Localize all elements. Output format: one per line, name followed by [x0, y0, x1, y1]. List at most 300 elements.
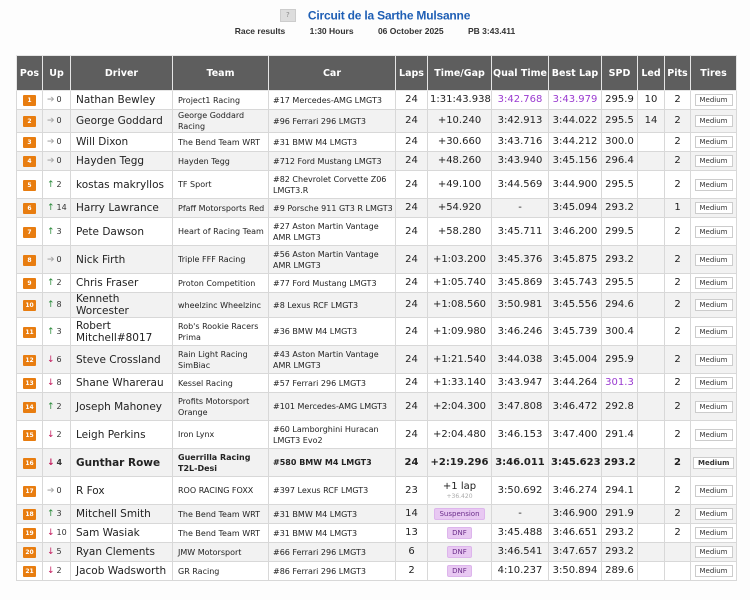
- result-row[interactable]: [17, 110, 737, 133]
- car-name: #57 Ferrari 296 LMGT3: [269, 374, 396, 393]
- tires-cell: [691, 171, 737, 199]
- driver-name[interactable]: R Fox: [71, 477, 173, 505]
- result-row[interactable]: [17, 318, 737, 346]
- positions-changed: 3: [56, 226, 62, 236]
- tires-cell: [691, 477, 737, 505]
- gap-value: +2:19.296: [430, 456, 489, 468]
- result-row[interactable]: [17, 293, 737, 318]
- pos-cell: [17, 171, 43, 199]
- laps-led: [638, 218, 665, 246]
- qual-time: 3:43.716: [492, 133, 549, 152]
- driver-name[interactable]: Chris Fraser: [71, 274, 173, 293]
- tires-cell: [691, 421, 737, 449]
- pit-stops: 2: [665, 152, 691, 171]
- result-row[interactable]: [17, 246, 737, 274]
- positions-changed: 8: [56, 300, 62, 309]
- gap-value: +1 lap: [442, 480, 477, 492]
- qual-time: -: [492, 505, 549, 524]
- laps-value: 24: [396, 171, 428, 199]
- column-header-laps[interactable]: Laps: [396, 56, 428, 91]
- gap-value: +54.920: [437, 202, 482, 213]
- team-name: wheelzinc Wheelzinc: [173, 293, 269, 318]
- gap-value: +2:04.480: [432, 428, 487, 440]
- pos-cell: [17, 274, 43, 293]
- team-name: The Bend Team WRT: [173, 524, 269, 543]
- speed-value: 292.8: [602, 393, 638, 421]
- pos-cell: [17, 449, 43, 477]
- driver-name[interactable]: Nick Firth: [71, 246, 173, 274]
- tire-badge[interactable]: Medium: [695, 115, 733, 127]
- best-lap: 3:43.979: [549, 91, 602, 110]
- laps-value: 24: [396, 421, 428, 449]
- position-badge: 2: [23, 116, 36, 127]
- column-header-tires[interactable]: Tires: [691, 56, 737, 91]
- best-lap: 3:46.472: [549, 393, 602, 421]
- positions-changed: 0: [56, 137, 62, 146]
- positions-changed: 0: [56, 254, 62, 264]
- qual-time: 3:46.541: [492, 543, 549, 562]
- result-row[interactable]: [17, 346, 737, 374]
- pit-stops: 2: [665, 171, 691, 199]
- tires-cell: [691, 133, 737, 152]
- laps-value: 24: [396, 199, 428, 218]
- time-gap-cell: [428, 562, 492, 581]
- time-gap-cell: [428, 293, 492, 318]
- speed-value: 294.1: [602, 477, 638, 505]
- qual-time: 3:46.011: [492, 449, 549, 477]
- qual-time: 3:46.246: [492, 318, 549, 346]
- column-header-qual-time[interactable]: Qual Time: [492, 56, 549, 91]
- arrow-down-icon: ↓: [47, 547, 55, 557]
- arrow-down-icon: ↓: [47, 354, 55, 365]
- pos-cell: [17, 199, 43, 218]
- driver-name[interactable]: Pete Dawson: [71, 218, 173, 246]
- column-header-led[interactable]: Led: [638, 56, 665, 91]
- laps-led: 14: [638, 110, 665, 133]
- tire-badge[interactable]: Medium: [695, 485, 733, 497]
- tire-badge[interactable]: Medium: [695, 377, 733, 389]
- positions-changed: 0: [56, 485, 62, 495]
- laps-value: 24: [396, 133, 428, 152]
- up-cell: [43, 199, 71, 218]
- tire-badge[interactable]: Medium: [695, 155, 733, 167]
- up-cell: [43, 393, 71, 421]
- up-cell: [43, 562, 71, 581]
- qual-time: 4:10.237: [492, 562, 549, 581]
- result-row[interactable]: [17, 274, 737, 293]
- time-gap-cell: [428, 374, 492, 393]
- car-name: #8 Lexus RCF LMGT3: [269, 293, 396, 318]
- gap-value: +1:09.980: [432, 325, 487, 337]
- pit-stops: 2: [665, 477, 691, 505]
- laps-value: 24: [396, 152, 428, 171]
- time-gap-cell: [428, 110, 492, 133]
- qual-time: 3:42.913: [492, 110, 549, 133]
- arrow-up-icon: ↑: [47, 179, 55, 190]
- result-row[interactable]: [17, 133, 737, 152]
- result-row[interactable]: [17, 524, 737, 543]
- pos-cell: [17, 374, 43, 393]
- tires-cell: [691, 346, 737, 374]
- laps-value: 24: [396, 274, 428, 293]
- pit-stops: 2: [665, 374, 691, 393]
- result-row[interactable]: [17, 199, 737, 218]
- speed-value: 294.6: [602, 293, 638, 318]
- tire-badge[interactable]: Medium: [695, 299, 733, 311]
- tires-cell: [691, 505, 737, 524]
- time-gap-cell: [428, 346, 492, 374]
- result-row[interactable]: [17, 393, 737, 421]
- column-header-spd[interactable]: SPD: [602, 56, 638, 91]
- qual-time: 3:50.981: [492, 293, 549, 318]
- best-lap: 3:47.400: [549, 421, 602, 449]
- laps-value: 24: [396, 393, 428, 421]
- team-name: JMW Motorsport: [173, 543, 269, 562]
- status-badge: DNF: [447, 527, 472, 539]
- position-badge: 21: [23, 566, 36, 577]
- tires-cell: [691, 374, 737, 393]
- laps-led: [638, 318, 665, 346]
- laps-led: [638, 152, 665, 171]
- laps-led: [638, 421, 665, 449]
- position-badge: 15: [23, 430, 36, 441]
- tire-badge[interactable]: Medium: [695, 277, 733, 289]
- qual-time: 3:44.038: [492, 346, 549, 374]
- up-cell: [43, 421, 71, 449]
- driver-name[interactable]: Shane Wharerau: [71, 374, 173, 393]
- positions-changed: 2: [56, 401, 62, 411]
- team-name: ROO RACING FOXX: [173, 477, 269, 505]
- car-name: #43 Aston Martin Vantage AMR LMGT3: [269, 346, 396, 374]
- column-header-driver[interactable]: Driver: [71, 56, 173, 91]
- laps-value: 23: [396, 477, 428, 505]
- driver-name[interactable]: Gunthar Rowe: [71, 449, 173, 477]
- driver-name[interactable]: Steve Crossland: [71, 346, 173, 374]
- position-badge: 18: [23, 509, 36, 520]
- positions-changed: 10: [56, 528, 67, 537]
- positions-changed: 0: [56, 95, 62, 104]
- laps-value: 24: [396, 246, 428, 274]
- laps-led: [638, 374, 665, 393]
- up-cell: [43, 110, 71, 133]
- gap-value: +1:33.140: [432, 377, 487, 388]
- position-badge: 12: [23, 355, 36, 366]
- qual-time: 3:44.569: [492, 171, 549, 199]
- qual-time: 3:45.711: [492, 218, 549, 246]
- team-name: Hayden Tegg: [173, 152, 269, 171]
- car-name: #36 BMW M4 LMGT3: [269, 318, 396, 346]
- best-lap: 3:47.657: [549, 543, 602, 562]
- position-badge: 16: [23, 458, 36, 469]
- qual-time: 3:50.692: [492, 477, 549, 505]
- driver-name[interactable]: Will Dixon: [71, 133, 173, 152]
- tire-badge[interactable]: Medium: [695, 546, 733, 558]
- result-row[interactable]: [17, 562, 737, 581]
- car-name: #86 Ferrari 296 LMGT3: [269, 562, 396, 581]
- pos-cell: [17, 543, 43, 562]
- laps-led: [638, 477, 665, 505]
- column-header-team[interactable]: Team: [173, 56, 269, 91]
- arrow-right-icon: ➔: [47, 485, 55, 496]
- up-cell: [43, 477, 71, 505]
- driver-name[interactable]: Ryan Clements: [71, 543, 173, 562]
- best-lap: 3:45.743: [549, 274, 602, 293]
- driver-name[interactable]: Nathan Bewley: [71, 91, 173, 110]
- speed-value: 295.9: [602, 346, 638, 374]
- tires-cell: [691, 152, 737, 171]
- up-cell: [43, 374, 71, 393]
- position-badge: 13: [23, 378, 36, 389]
- tire-badge[interactable]: Medium: [695, 429, 733, 441]
- pit-stops: 1: [665, 199, 691, 218]
- laps-value: 6: [396, 543, 428, 562]
- driver-name[interactable]: Harry Lawrance: [71, 199, 173, 218]
- arrow-down-icon: ↓: [47, 429, 55, 440]
- position-badge: 1: [23, 95, 36, 106]
- qual-time: 3:45.376: [492, 246, 549, 274]
- result-row[interactable]: [17, 477, 737, 505]
- car-name: #31 BMW M4 LMGT3: [269, 505, 396, 524]
- arrow-up-icon: ↑: [47, 401, 55, 412]
- arrow-up-icon: ↑: [47, 226, 55, 237]
- time-gap-cell: [428, 543, 492, 562]
- tire-badge[interactable]: Medium: [695, 565, 733, 577]
- position-badge: 20: [23, 547, 36, 558]
- up-cell: [43, 218, 71, 246]
- speed-value: 291.9: [602, 505, 638, 524]
- laps-led: 10: [638, 91, 665, 110]
- pos-cell: [17, 110, 43, 133]
- speed-value: 291.4: [602, 421, 638, 449]
- tire-badge[interactable]: Medium: [695, 354, 733, 366]
- best-lap: 3:44.900: [549, 171, 602, 199]
- laps-value: 24: [396, 346, 428, 374]
- position-badge: 5: [23, 180, 36, 191]
- tire-badge[interactable]: Medium: [695, 508, 733, 520]
- laps-value: 24: [396, 91, 428, 110]
- time-gap-cell: [428, 421, 492, 449]
- gap-sub-value: +36.420: [446, 492, 473, 500]
- speed-value: 293.2: [602, 543, 638, 562]
- best-lap: 3:45.623: [549, 449, 602, 477]
- position-badge: 3: [23, 137, 36, 148]
- up-cell: [43, 505, 71, 524]
- pit-stops: 2: [665, 133, 691, 152]
- pos-cell: [17, 318, 43, 346]
- arrow-down-icon: ↓: [47, 566, 55, 576]
- laps-led: [638, 393, 665, 421]
- pos-cell: [17, 246, 43, 274]
- position-badge: 8: [23, 255, 36, 266]
- up-cell: [43, 346, 71, 374]
- driver-name[interactable]: Jacob Wadsworth: [71, 562, 173, 581]
- pit-stops: 2: [665, 91, 691, 110]
- qual-time: 3:46.153: [492, 421, 549, 449]
- driver-name[interactable]: Joseph Mahoney: [71, 393, 173, 421]
- laps-led: [638, 171, 665, 199]
- tire-badge[interactable]: Medium: [695, 136, 733, 148]
- qual-time: 3:45.869: [492, 274, 549, 293]
- tire-badge[interactable]: Medium: [695, 226, 733, 238]
- pit-stops: 2: [665, 505, 691, 524]
- team-name: Proton Competition: [173, 274, 269, 293]
- result-row[interactable]: [17, 91, 737, 110]
- result-row[interactable]: [17, 152, 737, 171]
- position-badge: 19: [23, 528, 36, 539]
- pos-cell: [17, 562, 43, 581]
- time-gap-cell: [428, 449, 492, 477]
- driver-name[interactable]: Robert Mitchell#8017: [71, 318, 173, 346]
- race-meta: [0, 26, 750, 36]
- gap-value: +49.100: [437, 178, 482, 190]
- time-gap-cell: [428, 133, 492, 152]
- laps-value: 14: [396, 505, 428, 524]
- pos-cell: [17, 505, 43, 524]
- car-name: #82 Chevrolet Corvette Z06 LMGT3.R: [269, 171, 396, 199]
- laps-led: [638, 505, 665, 524]
- tire-badge[interactable]: Medium: [695, 326, 733, 338]
- gap-value: +2:04.300: [432, 400, 487, 412]
- arrow-right-icon: ➔: [47, 156, 55, 166]
- positions-changed: 2: [56, 278, 62, 287]
- speed-value: 295.9: [602, 91, 638, 110]
- tire-badge[interactable]: Medium: [695, 179, 733, 191]
- tire-badge[interactable]: Medium: [695, 254, 733, 266]
- up-cell: [43, 91, 71, 110]
- arrow-down-icon: ↓: [47, 378, 55, 388]
- positions-changed: 3: [56, 326, 62, 336]
- driver-name[interactable]: Leigh Perkins: [71, 421, 173, 449]
- driver-name[interactable]: Hayden Tegg: [71, 152, 173, 171]
- speed-value: 295.5: [602, 274, 638, 293]
- pos-cell: [17, 524, 43, 543]
- best-lap: 3:44.212: [549, 133, 602, 152]
- laps-led: [638, 133, 665, 152]
- laps-led: [638, 524, 665, 543]
- laps-led: [638, 246, 665, 274]
- pit-stops: 2: [665, 393, 691, 421]
- result-row[interactable]: [17, 421, 737, 449]
- gap-value: +10.240: [437, 115, 482, 126]
- result-row[interactable]: [17, 505, 737, 524]
- column-header-time-gap[interactable]: Time/Gap: [428, 56, 492, 91]
- up-cell: [43, 274, 71, 293]
- column-header-pits[interactable]: Pits: [665, 56, 691, 91]
- tires-cell: [691, 449, 737, 477]
- qual-time: 3:43.947: [492, 374, 549, 393]
- gap-value: +1:03.200: [432, 253, 487, 265]
- team-name: Heart of Racing Team: [173, 218, 269, 246]
- result-row[interactable]: [17, 374, 737, 393]
- driver-name[interactable]: George Goddard: [71, 110, 173, 133]
- qual-time: -: [492, 199, 549, 218]
- arrow-up-icon: ↑: [47, 326, 55, 337]
- position-badge: 11: [23, 327, 36, 338]
- laps-led: [638, 562, 665, 581]
- laps-value: 24: [396, 318, 428, 346]
- pos-cell: [17, 133, 43, 152]
- tires-cell: [691, 218, 737, 246]
- result-row[interactable]: [17, 449, 737, 477]
- best-lap: 3:45.094: [549, 199, 602, 218]
- team-name: Pfaff Motorsports Red: [173, 199, 269, 218]
- car-name: #31 BMW M4 LMGT3: [269, 524, 396, 543]
- column-header-pos[interactable]: Pos: [17, 56, 43, 91]
- laps-led: [638, 449, 665, 477]
- arrow-right-icon: ➔: [47, 116, 55, 126]
- result-row[interactable]: [17, 218, 737, 246]
- speed-value: 293.2: [602, 524, 638, 543]
- pit-stops: 2: [665, 246, 691, 274]
- positions-changed: 8: [56, 378, 62, 387]
- column-header-car[interactable]: Car: [269, 56, 396, 91]
- car-name: #101 Mercedes-AMG LMGT3: [269, 393, 396, 421]
- pit-stops: 2: [665, 218, 691, 246]
- gap-value: +58.280: [437, 225, 482, 237]
- tire-badge[interactable]: Medium: [695, 202, 733, 214]
- column-header-best-lap[interactable]: Best Lap: [549, 56, 602, 91]
- page-header: [0, 5, 750, 21]
- driver-name[interactable]: Kenneth Worcester: [71, 293, 173, 318]
- laps-led: [638, 274, 665, 293]
- qual-time: 3:47.808: [492, 393, 549, 421]
- tires-cell: [691, 393, 737, 421]
- laps-led: [638, 346, 665, 374]
- position-badge: 10: [23, 300, 36, 311]
- positions-changed: 2: [56, 429, 62, 439]
- best-lap: 3:45.875: [549, 246, 602, 274]
- best-lap: 3:46.900: [549, 505, 602, 524]
- driver-name[interactable]: kostas makryllos: [71, 171, 173, 199]
- pit-stops: 2: [665, 293, 691, 318]
- result-row[interactable]: [17, 171, 737, 199]
- pit-stops: 2: [665, 110, 691, 133]
- column-header-up[interactable]: Up: [43, 56, 71, 91]
- car-name: #397 Lexus RCF LMGT3: [269, 477, 396, 505]
- result-row[interactable]: [17, 543, 737, 562]
- pit-stops: 2: [665, 449, 691, 477]
- positions-changed: 0: [56, 156, 62, 165]
- position-badge: 14: [23, 402, 36, 413]
- team-name: Guerrilla Racing T2L-Desi: [173, 449, 269, 477]
- driver-name[interactable]: Mitchell Smith: [71, 505, 173, 524]
- speed-value: 301.3: [602, 374, 638, 393]
- time-gap-cell: [428, 524, 492, 543]
- time-gap-cell: [428, 218, 492, 246]
- speed-value: 295.5: [602, 110, 638, 133]
- tires-cell: [691, 110, 737, 133]
- tire-badge[interactable]: Medium: [695, 94, 733, 106]
- tire-badge[interactable]: Medium: [695, 527, 733, 539]
- speed-value: 296.4: [602, 152, 638, 171]
- pos-cell: [17, 91, 43, 110]
- results-table: [16, 55, 737, 581]
- tire-badge[interactable]: Medium: [693, 457, 734, 469]
- pit-stops: [665, 543, 691, 562]
- speed-value: 293.2: [602, 449, 638, 477]
- car-name: #27 Aston Martin Vantage AMR LMGT3: [269, 218, 396, 246]
- speed-value: 295.5: [602, 171, 638, 199]
- gap-value: +48.260: [437, 155, 482, 166]
- tire-badge[interactable]: Medium: [695, 401, 733, 413]
- arrow-up-icon: ↑: [47, 278, 55, 288]
- best-lap: 3:46.200: [549, 218, 602, 246]
- driver-name[interactable]: Sam Wasiak: [71, 524, 173, 543]
- best-lap: 3:44.022: [549, 110, 602, 133]
- laps-value: 13: [396, 524, 428, 543]
- gap-value: +1:08.560: [432, 299, 487, 310]
- gap-value: 1:31:43.938: [430, 94, 491, 105]
